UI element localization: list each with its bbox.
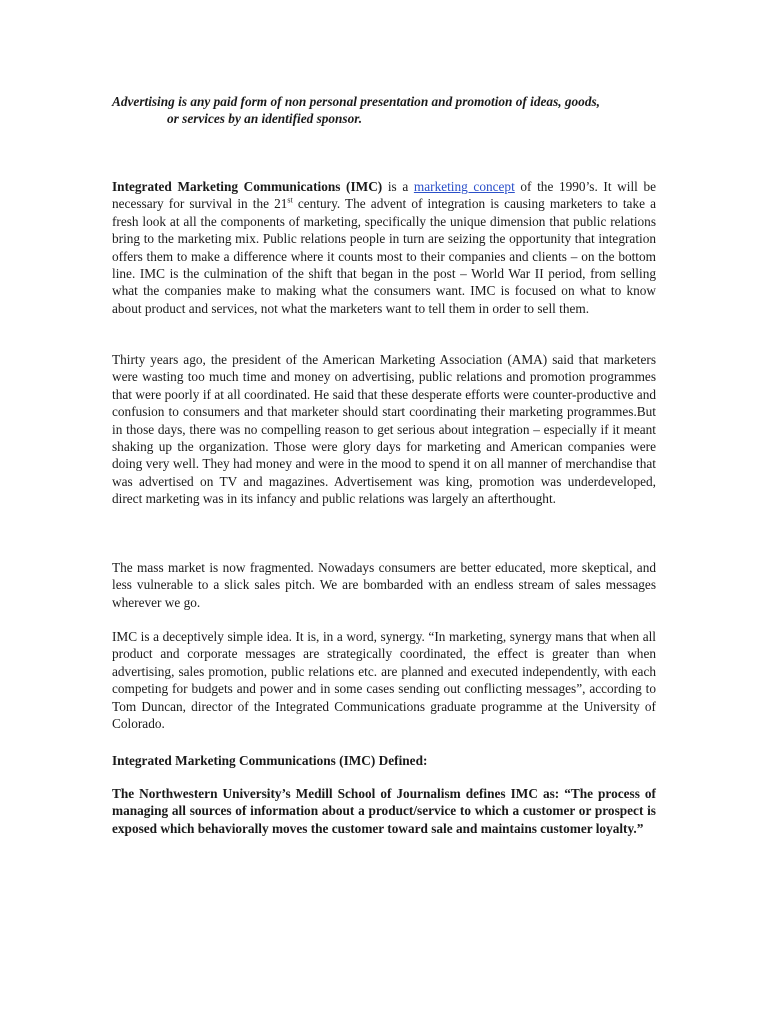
document-headline	[112, 93, 672, 127]
imc-term: Integrated Marketing Communications (IMC)	[112, 179, 383, 194]
is-a-text: is a	[382, 179, 414, 194]
paragraph-medill-definition: The Northwestern University’s Medill School of Journalism defines IMC as: “The process of managing all sources of information about a product/service to which a customer or prospect is exposed which behaviorally moves the customer toward sale and maintains customer loyalty.”	[112, 786, 656, 836]
headline-line-2: or services by an identified sponsor.	[167, 111, 363, 126]
after-link-text: of the 1990’s. It will be necessary for survival in the 21	[112, 179, 657, 212]
paragraph-synergy: IMC is a deceptively simple idea. It is, in a word, synergy. “In marketing, synergy mans that when all product and corporate messages are strategically coordinated, the effect is greater than when advertising, sales promotion, public relations etc. are planned and executed independently, with each competing for budgets and power and in some cases sending out conflicting messages”, according to Tom Duncan, director of the Integrated Communications graduate programme at the University of Colorado.	[112, 629, 656, 732]
section-heading-imc-defined: Integrated Marketing Communications (IMC) Defined:	[112, 753, 428, 768]
century-superscript: st	[287, 195, 293, 205]
paragraph-imc-intro	[112, 178, 656, 317]
marketing-concept-link[interactable]: marketing concept	[413, 179, 515, 194]
paragraph-mass-market: The mass market is now fragmented. Nowadays consumers are better educated, more skeptical, and less vulnerable to a slick sales pitch. We are bombarded with an endless stream of sales messages wherever we go.	[112, 560, 656, 610]
paragraph-ama-history: Thirty years ago, the president of the American Marketing Association (AMA) said that marketers were wasting too much time and money on advertising, public relations and promotion programmes that were poorly if at all coordinated. He said that these desperate efforts were counter-productive and confusion to consumers and that marketer should start coordinating their marketing programmes.But in those days, there was no compelling reason to get serious about integration – especially if it meant shaking up the organization. Those were glory days for marketing and American companies were doing very well. They had money and were in the mood to spend it on all manner of merchandise that was advertised on TV and magazines. Advertisement was king, promotion was underdeveloped, direct marketing was in its infancy and public relations was largely an afterthought.	[112, 352, 656, 507]
headline-line-1: Advertising is any paid form of non personal presentation and promotion of ideas, goods,	[112, 94, 600, 109]
paragraph-1-rest: century. The advent of integration is causing marketers to take a fresh look at all the components of marketing, specifically the unique dimension that public relations bring to the marketing mix. Public relations people in turn are seizing the opportunity that integration offers them to make a difference where it counts most to their companies and clients – on the bottom line. IMC is the culmination of the shift that began in the post – World War II period, from selling what the companies make to making what the consumers want. IMC is focused on what to know about product and services, not what the marketers want to tell them in order to sell them.	[112, 196, 656, 316]
